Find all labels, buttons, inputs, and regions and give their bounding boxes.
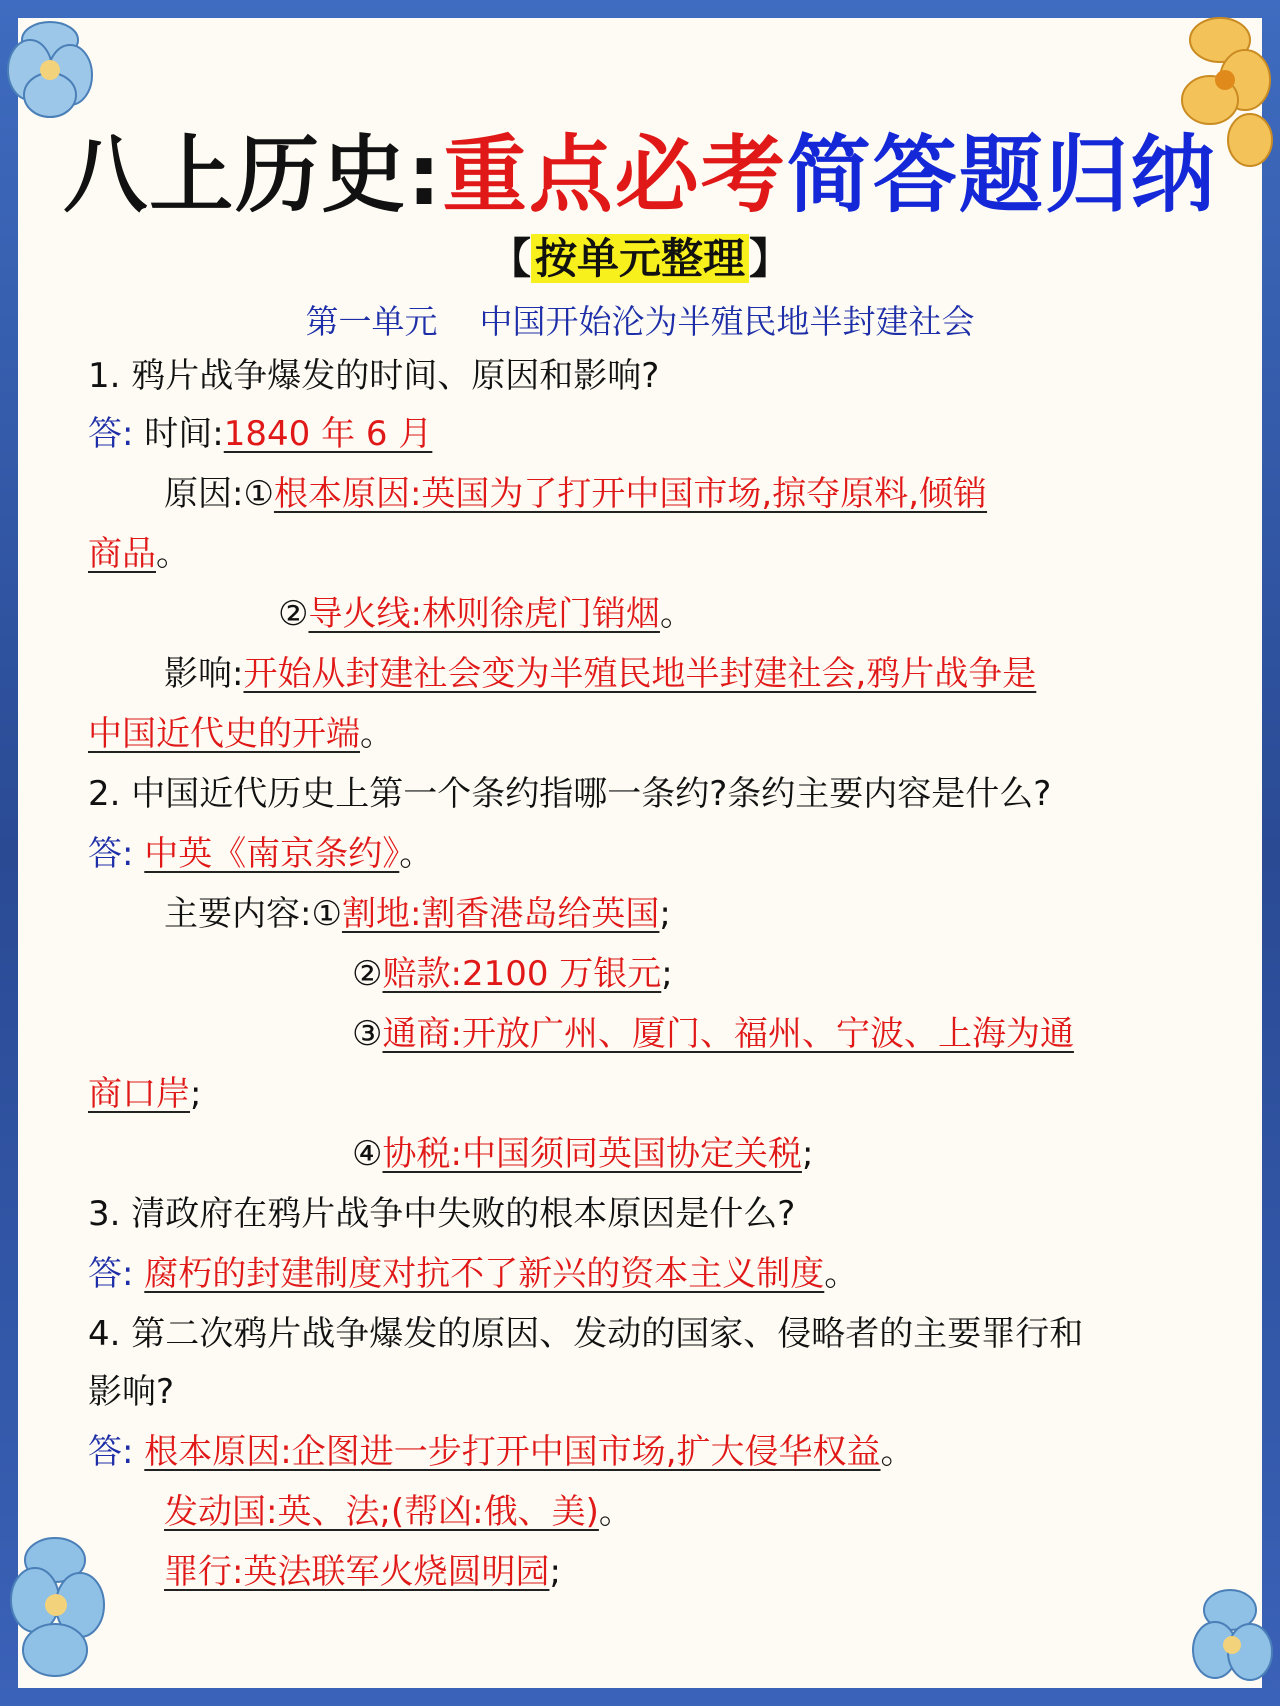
q2-item-1	[164, 890, 671, 938]
reason-label: 原因:	[164, 474, 244, 514]
item-1-end: ;	[659, 894, 671, 934]
q3-answer-end: 。	[824, 1254, 859, 1294]
time-value: 1840 年 6 月	[223, 414, 433, 454]
answer-label: 答:	[88, 1432, 134, 1472]
treaty-end: 。	[399, 834, 434, 874]
impact-label: 影响:	[164, 654, 244, 694]
q4-countries-text: 发动国:英、法;(帮凶:俄、美)	[164, 1492, 599, 1532]
reason-2-end: 。	[659, 594, 694, 634]
q3-answer-text: 腐朽的封建制度对抗不了新兴的资本主义制度	[144, 1254, 825, 1294]
q4-reason-end: 。	[880, 1432, 915, 1472]
item-2-end: ;	[661, 954, 673, 994]
q1-reason-2	[278, 590, 694, 638]
reason-2-mark: ②	[278, 594, 309, 634]
q2-answer	[88, 830, 433, 878]
subtitle-bracket-open: 【	[488, 234, 531, 283]
item-3-end: ;	[190, 1074, 202, 1114]
q4-crime-end: ;	[549, 1552, 561, 1592]
content-label: 主要内容:	[164, 894, 312, 934]
subtitle	[0, 226, 1280, 286]
unit-heading: 第一单元 中国开始沦为半殖民地半封建社会	[305, 302, 975, 341]
q4-countries	[164, 1488, 633, 1536]
item-3-text: 通商:开放广州、厦门、福州、宁波、上海为通	[382, 1014, 1074, 1054]
answer-label: 答:	[88, 1254, 134, 1294]
q1-impact	[164, 650, 1036, 698]
title-part-red: 重点必考	[442, 126, 787, 224]
item-2-mark: ②	[352, 954, 383, 994]
question-3: 3. 清政府在鸦片战争中失败的根本原因是什么?	[88, 1194, 796, 1234]
q2-item-2	[352, 950, 673, 998]
q4-reason	[88, 1428, 915, 1476]
q2-item-4	[352, 1130, 813, 1178]
item-3-text-cont: 商口岸	[88, 1074, 190, 1114]
time-label: 时间:	[144, 414, 224, 454]
title-part-black: 八上历史:	[63, 126, 443, 224]
question-4: 4. 第二次鸦片战争爆发的原因、发动的国家、侵略者的主要罪行和	[88, 1314, 1084, 1354]
question-1: 1. 鸦片战争爆发的时间、原因和影响?	[88, 356, 660, 396]
title-part-blue: 简答题归纳	[786, 126, 1217, 224]
item-1-mark: ①	[311, 894, 342, 934]
q4-reason-text: 根本原因:企图进一步打开中国市场,扩大侵华权益	[144, 1432, 881, 1472]
answer-label: 答:	[88, 834, 134, 874]
reason-1-end: 。	[156, 534, 190, 574]
q1-reason-1-cont	[88, 530, 190, 578]
item-4-end: ;	[801, 1134, 814, 1174]
reason-1-text: 根本原因:英国为了打开中国市场,掠夺原料,倾销	[273, 474, 988, 514]
q1-reason-1	[164, 470, 987, 518]
q4-crime	[164, 1548, 561, 1596]
reason-1-text-cont: 商品	[88, 534, 156, 574]
q1-answer-time	[88, 410, 432, 458]
treaty-name: 中英《南京条约》	[144, 834, 400, 874]
q3-answer	[88, 1250, 858, 1298]
q4-countries-end: 。	[598, 1492, 633, 1532]
q2-item-3-cont	[88, 1070, 201, 1118]
item-1-text: 割地:割香港岛给英国	[341, 894, 660, 934]
item-3-mark: ③	[352, 1014, 383, 1054]
reason-2-text: 导火线:林则徐虎门销烟	[308, 594, 660, 634]
item-4-mark: ④	[352, 1134, 383, 1174]
subtitle-highlight: 按单元整理	[531, 234, 749, 283]
item-2-text: 赔款:2100 万银元	[382, 954, 662, 994]
reason-1-mark: ①	[243, 474, 274, 514]
q4-crime-text: 罪行:英法联军火烧圆明园	[164, 1552, 550, 1592]
answer-label: 答:	[88, 414, 134, 454]
page-title	[0, 108, 1280, 229]
q2-item-3	[352, 1010, 1074, 1058]
impact-end: 。	[360, 714, 394, 754]
item-4-text: 协税:中国须同英国协定关税	[382, 1134, 802, 1174]
question-4-cont: 影响?	[88, 1372, 175, 1412]
q1-impact-cont	[88, 710, 394, 758]
impact-text-cont: 中国近代史的开端	[88, 714, 360, 754]
question-2: 2. 中国近代历史上第一个条约指哪一条约?条约主要内容是什么?	[88, 774, 1052, 814]
subtitle-bracket-close: 】	[749, 234, 792, 283]
impact-text: 开始从封建社会变为半殖民地半封建社会,鸦片战争是	[243, 654, 1037, 694]
